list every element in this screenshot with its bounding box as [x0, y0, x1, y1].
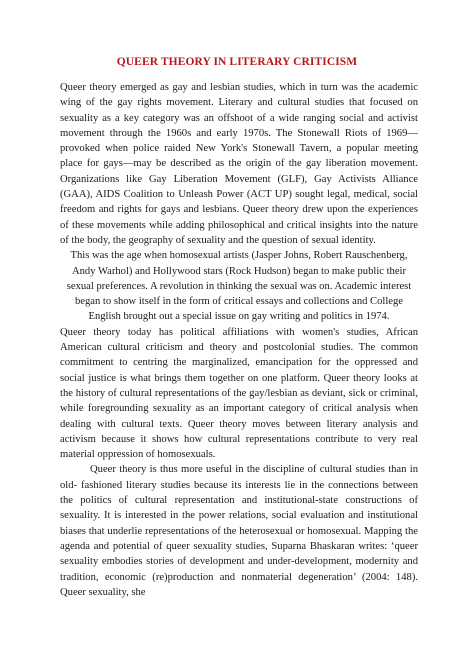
- paragraph-sixties-artists: This was the age when homosexual artists (Jasper Johns, Robert Rauschenberg, Andy Warhol) and Hollywood stars (Rock Hudson) began to make public their sexual preferences. A revolution in thinking the sexual was on. Academic interest began to show itself in the form of critical essays and collections and College English brought out a special issue on gay writing and politics in 1974.: [66, 250, 412, 323]
- paragraph-cultural-studies: Queer theory is thus more useful in the discipline of cultural studies than in old- fashioned literary studies because its interests lie in the connections between the politics of cultural representation and institutional-state constructions of sexuality. It is interested in the power relations, social evaluation and institutional biases that underlie representations of the heterosexual or homosexual. Mapping the agenda and potential of queer sexuality studies, Suparna Bhaskaran writes: ‘queer sexuality embodies stories of development and under-development, modernity and tradition, economic (re)production and nonmaterial degeneration’ (2004: 148). Queer sexuality, she: [60, 464, 418, 598]
- document-body: [60, 80, 418, 600]
- document-title: QUEER THEORY IN LITERARY CRITICISM: [116, 56, 358, 68]
- paragraph-origins: Queer theory emerged as gay and lesbian studies, which in turn was the academic wing of the gay rights movement. Literary and cultural studies that focused on sexuality as a key category was an offshoot of a wide ranging social and activist movement through the 1960s and early 1970s. The Stonewall Riots of 1969—provoked when police raided New York's Stonewall Tavern, a popular meeting place for gays—may be described as the origin of the gay liberation movement. Organizations like Gay Liberation Movement (GLF), Gay Activists Alliance (GAA), AIDS Coalition to Unleash Power (ACT UP) sought legal, medical, social freedom and rights for gays and lesbians. Queer theory drew upon the experiences of these movements while adding philosophical and critical insights into the nature of the body, the geography of sexuality and the question of sexual identity.: [60, 82, 418, 246]
- paragraph-political-affiliations: Queer theory today has political affiliations with women's studies, African American cultural criticism and theory and postcolonial studies. The common commitment to centring the marginalized, emancipation for the oppressed and social justice is what brings them together on one platform. Queer theory looks at the history of cultural representations of the gay/lesbian as deviant, sick or criminal, while foregrounding sexuality as an important category of critical analysis when dealing with cultural texts. Queer theory moves between literary analysis and activism because it shows how cultural representations contribute to very real material oppression of homosexuals.: [60, 326, 418, 461]
